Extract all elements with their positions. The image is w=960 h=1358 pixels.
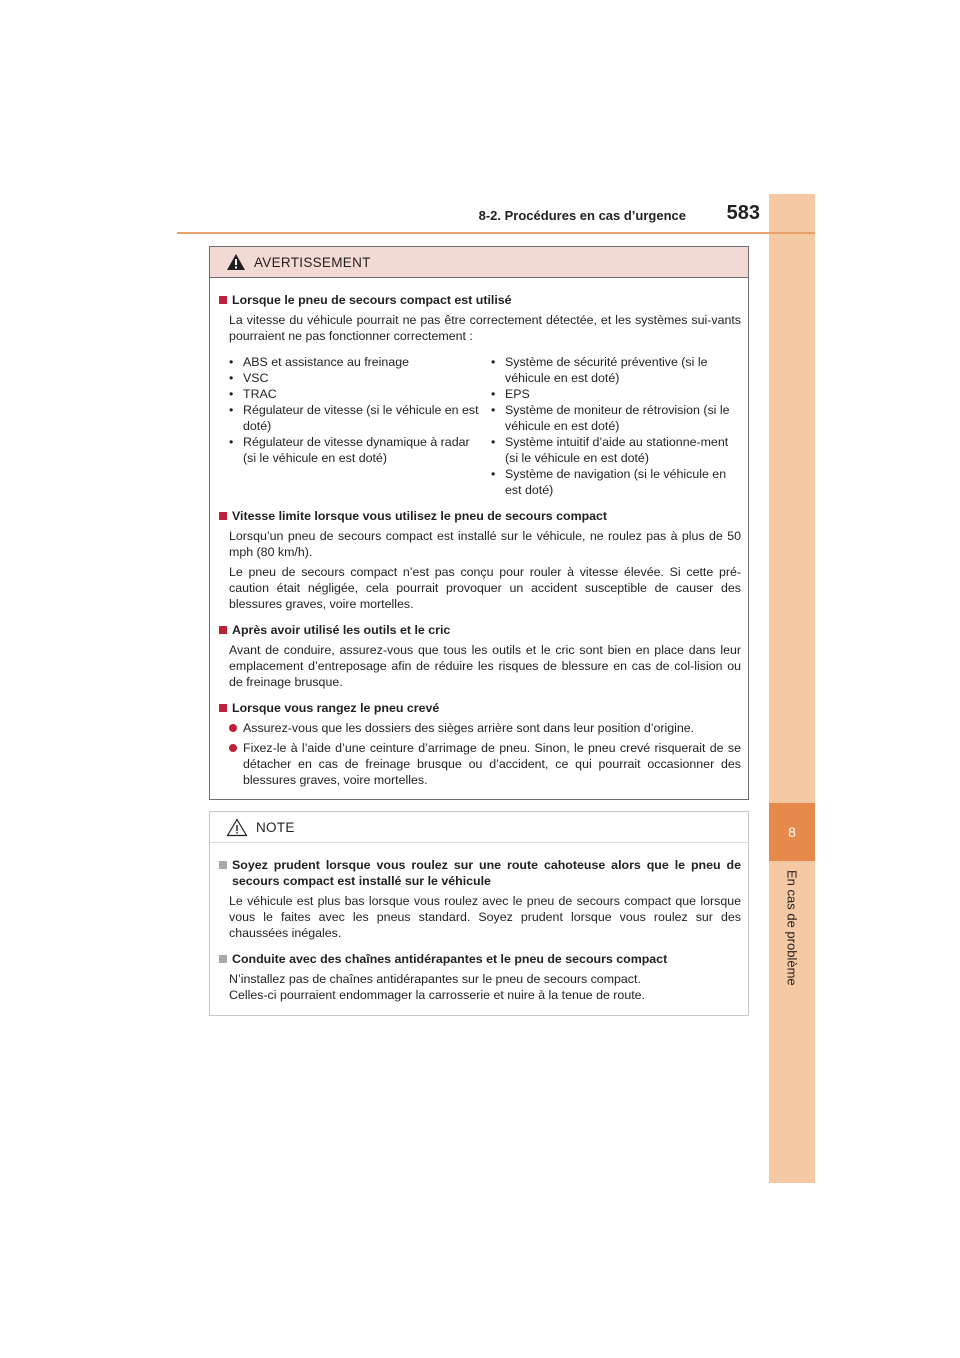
warning-header [210, 247, 748, 278]
warning-box [209, 246, 749, 800]
circle-bullet-icon [229, 724, 237, 732]
system-item: • ABS et assistance au freinage [229, 354, 479, 370]
warning-para-3: Avant de conduire, assurez-vous que tous les outils et le cric sont bien en place dans leur emplacement d’entreposage afin de réduire les risques de blessure en cas de col-lision ou de freinage brusque. [229, 643, 741, 689]
note-heading-2: Conduite avec des chaînes antidérapantes et le pneu de secours compact [217, 951, 741, 967]
note-content [210, 857, 748, 1003]
note-heading-1: Soyez prudent lorsque vous roulez sur une route cahoteuse alors que le pneu de secours compact est installé sur le véhicule [217, 857, 741, 889]
square-bullet-icon [219, 861, 227, 869]
warning-heading-2: Vitesse limite lorsque vous utilisez le pneu de secours compact [217, 508, 741, 524]
square-bullet-icon [219, 955, 227, 963]
chapter-number-box [769, 803, 815, 861]
warning-item-2: Fixez-le à l’aide d’une ceinture d’arrimage de pneu. Sinon, le pneu crevé risquerait de se détacher en cas de freinage brusque ou d’accident, ce qui pourrait occasionner des blessures graves, voire mortelles. [229, 740, 741, 788]
circle-bullet-icon [229, 744, 237, 752]
systems-left-column [229, 354, 479, 498]
warning-para-2a: Lorsqu’un pneu de secours compact est installé sur le véhicule, ne roulez pas à plus de 50 mph (80 km/h). [229, 529, 741, 559]
note-para-2b: Celles-ci pourraient endommager la carrosserie et nuire à la tenue de route. [229, 988, 645, 1002]
note-box [209, 811, 749, 1016]
note-para-1: Le véhicule est plus bas lorsque vous roulez avec le pneu de secours compact que lorsque vous le faites avec les pneus standard. Soyez prudent lorsque vous roulez sur des chaussées inégales. [229, 894, 741, 940]
system-item: • Régulateur de vitesse (si le véhicule en est doté) [229, 402, 479, 434]
square-bullet-icon [219, 296, 227, 304]
note-title: NOTE [256, 819, 295, 835]
caution-triangle-icon [226, 818, 248, 837]
system-item: • Système de navigation (si le véhicule en est doté) [491, 466, 741, 498]
chapter-number: 8 [788, 824, 796, 840]
system-item: • Système intuitif d’aide au stationne-ment (si le véhicule en est doté) [491, 434, 741, 466]
system-item: • EPS [491, 386, 741, 402]
warning-content [210, 292, 748, 788]
square-bullet-icon [219, 704, 227, 712]
systems-right-column [479, 354, 741, 498]
chapter-label: En cas de problème [784, 870, 800, 986]
warning-para-2b: Le pneu de secours compact n’est pas conçu pour rouler à vitesse élevée. Si cette pré-caution était négligée, cela pourrait provoquer un accident susceptible de causer des blessures graves, voire mortelles. [229, 565, 741, 611]
warning-heading-1: Lorsque le pneu de secours compact est utilisé [217, 292, 741, 308]
square-bullet-icon [219, 626, 227, 634]
section-title: 8-2. Procédures en cas d’urgence [478, 208, 686, 223]
warning-heading-4: Lorsque vous rangez le pneu crevé [217, 700, 741, 716]
side-tab [769, 194, 815, 1183]
warning-para-1: La vitesse du véhicule pourrait ne pas être correctement détectée, et les systèmes sui-vants pourraient ne pas fonctionner correctement : [229, 313, 741, 343]
page-number: 583 [726, 202, 760, 224]
warning-heading-3: Après avoir utilisé les outils et le cric [217, 622, 741, 638]
square-bullet-icon [219, 512, 227, 520]
warning-triangle-icon [226, 253, 246, 271]
system-item: • Système de sécurité préventive (si le véhicule en est doté) [491, 354, 741, 386]
note-para-2a: N’installez pas de chaînes antidérapantes sur le pneu de secours compact. [229, 972, 641, 986]
affected-systems [229, 354, 741, 498]
warning-title: AVERTISSEMENT [254, 254, 371, 270]
system-item: • TRAC [229, 386, 479, 402]
system-item: • VSC [229, 370, 479, 386]
warning-item-1: Assurez-vous que les dossiers des sièges arrière sont dans leur position d’origine. [229, 720, 741, 736]
note-header [210, 812, 748, 843]
header-rule [177, 232, 815, 234]
system-item: • Système de moniteur de rétrovision (si le véhicule en est doté) [491, 402, 741, 434]
system-item: • Régulateur de vitesse dynamique à radar (si le véhicule en est doté) [229, 434, 479, 466]
